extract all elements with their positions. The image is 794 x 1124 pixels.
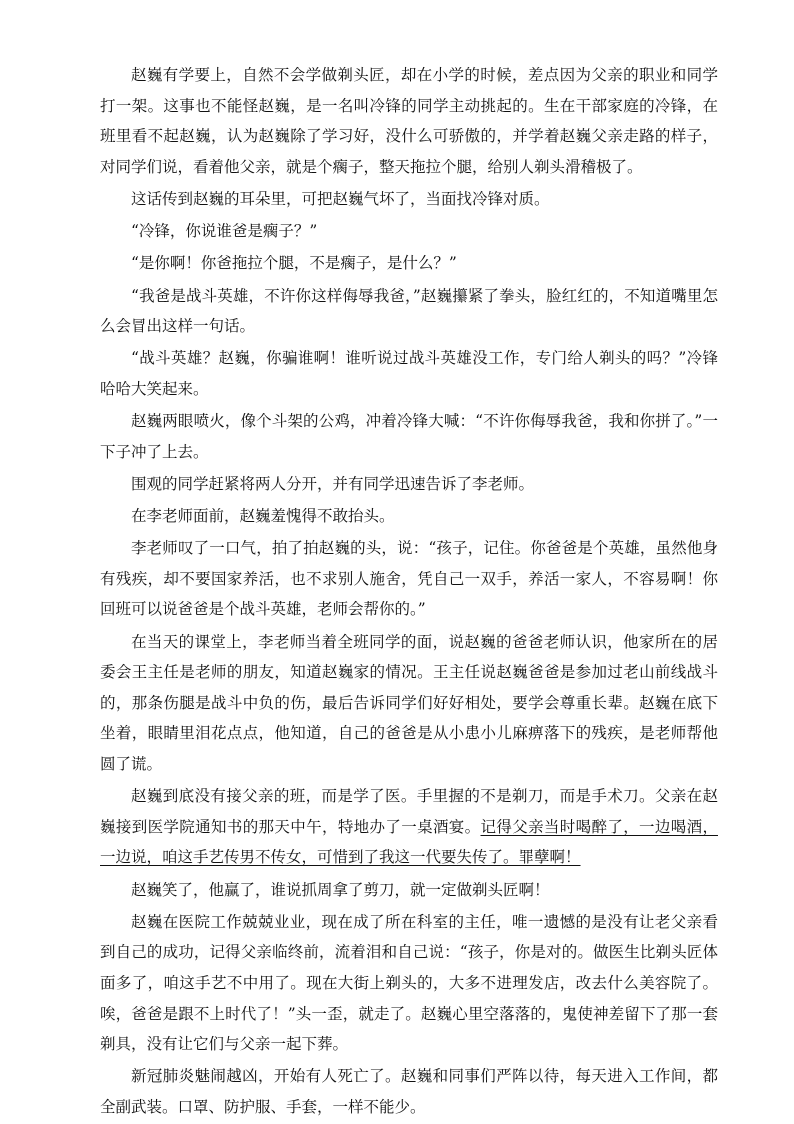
paragraph-12-text: 赵巍到底没有接父亲的班，而是学了医。手里握的不是剃刀，而是手术刀。父亲在赵巍接到医学院通知书的那天中午，特地办了一桌酒宴。 (100, 787, 718, 836)
paragraph-5: “我爸是战斗英雄，不许你这样侮辱我爸，”赵巍攥紧了拳头，脸红红的，不知道嘴里怎么会冒出这样一句话。 (100, 286, 718, 336)
underlined-sentence: 记得父亲当时喝醉了，一边喝酒，一边说，咱这手艺传男不传女，可惜到了我这一代要失传了。罪孽啊！ (100, 817, 718, 867)
paragraph-8: 围观的同学赶紧将两人分开，并有同学迅速告诉了李老师。 (131, 474, 535, 493)
paragraph-1: 赵巍有学要上，自然不会学做剃头匠，却在小学的时候，差点因为父亲的职业和同学打一架。这事也不能怪赵巍，是一名叫冷锋的同学主动挑起的。生在干部家庭的冷锋，在班里看不起赵巍，认为赵巍除了学习好，没什么可骄傲的，并学着赵巍父亲走路的样子，对同学们说，看着他父亲，就是个瘸子，整天拖拉个腿，给别人剃头滑稽极了。 (100, 66, 718, 176)
paragraph-3: “冷锋，你说谁爸是瘸子？” (131, 222, 318, 241)
paragraph-15: 新冠肺炎魅闹越凶，开始有人死亡了。赵巍和同事们严阵以待，每天进入工作间，都全副武装。口罩、防护服、手套，一样不能少。 (100, 1067, 718, 1116)
paragraph-13: 赵巍笑了，他赢了，谁说抓周拿了剪刀，就一定做剃头匠啊！ (131, 880, 550, 899)
paragraph-4: “是你啊！你爸拖拉个腿，不是瘸子，是什么？” (131, 254, 457, 273)
paragraph-2: 这话传到赵巍的耳朵里，可把赵巍气坏了，当面找冷锋对质。 (131, 189, 550, 208)
paragraph-12 (100, 781, 718, 873)
paragraph-10: 李老师叹了一口气，拍了拍赵巍的头，说：“孩子，记住。你爸爸是个英雄，虽然他身有残疾，却不要国家养活，也不求别人施舍，凭自己一双手，养活一家人，不容易啊！你回班可以说爸爸是个战斗英雄，老师会帮你的。” (100, 539, 718, 619)
paragraph-7: 赵巍两眼喷火，像个斗架的公鸡，冲着冷锋大喊：“不许你侮辱我爸，我和你拼了。”一下子冲了上去。 (100, 412, 718, 461)
document-body (100, 60, 718, 1124)
paragraph-14: 赵巍在医院工作兢兢业业，现在成了所在科室的主任，唯一遗憾的是没有让老父亲看到自己的成功，记得父亲临终前，流着泪和自己说：“孩子，你是对的。做医生比剃头匠体面多了，咱这手艺不中用了。现在大街上剃头的，大多不进理发店，改去什么美容院了。唉，爸爸是跟不上时代了！”头一歪，就走了。赵巍心里空落落的，鬼使神差留下了那一套剃具，没有让它们与父亲一起下葬。 (100, 912, 718, 1054)
paragraph-11: 在当天的课堂上，李老师当着全班同学的面，说赵巍的爸爸老师认识，他家所在的居委会王主任是老师的朋友，知道赵巍家的情况。王主任说赵巍爸爸是参加过老山前线战斗的，那条伤腿是战斗中负的伤，最后告诉同学们好好相处，要学会尊重长辈。赵巍在底下坐着，眼睛里泪花点点，他知道，自己的爸爸是从小患小儿麻痹落下的残疾，是老师帮他圆了谎。 (100, 632, 718, 773)
paragraph-9: 在李老师面前，赵巍羞愧得不敢抬头。 (131, 507, 395, 526)
paragraph-6: “战斗英雄？赵巍，你骗谁啊！谁听说过战斗英雄没工作，专门给人剃头的吗？”冷锋哈哈大笑起来。 (100, 349, 718, 398)
